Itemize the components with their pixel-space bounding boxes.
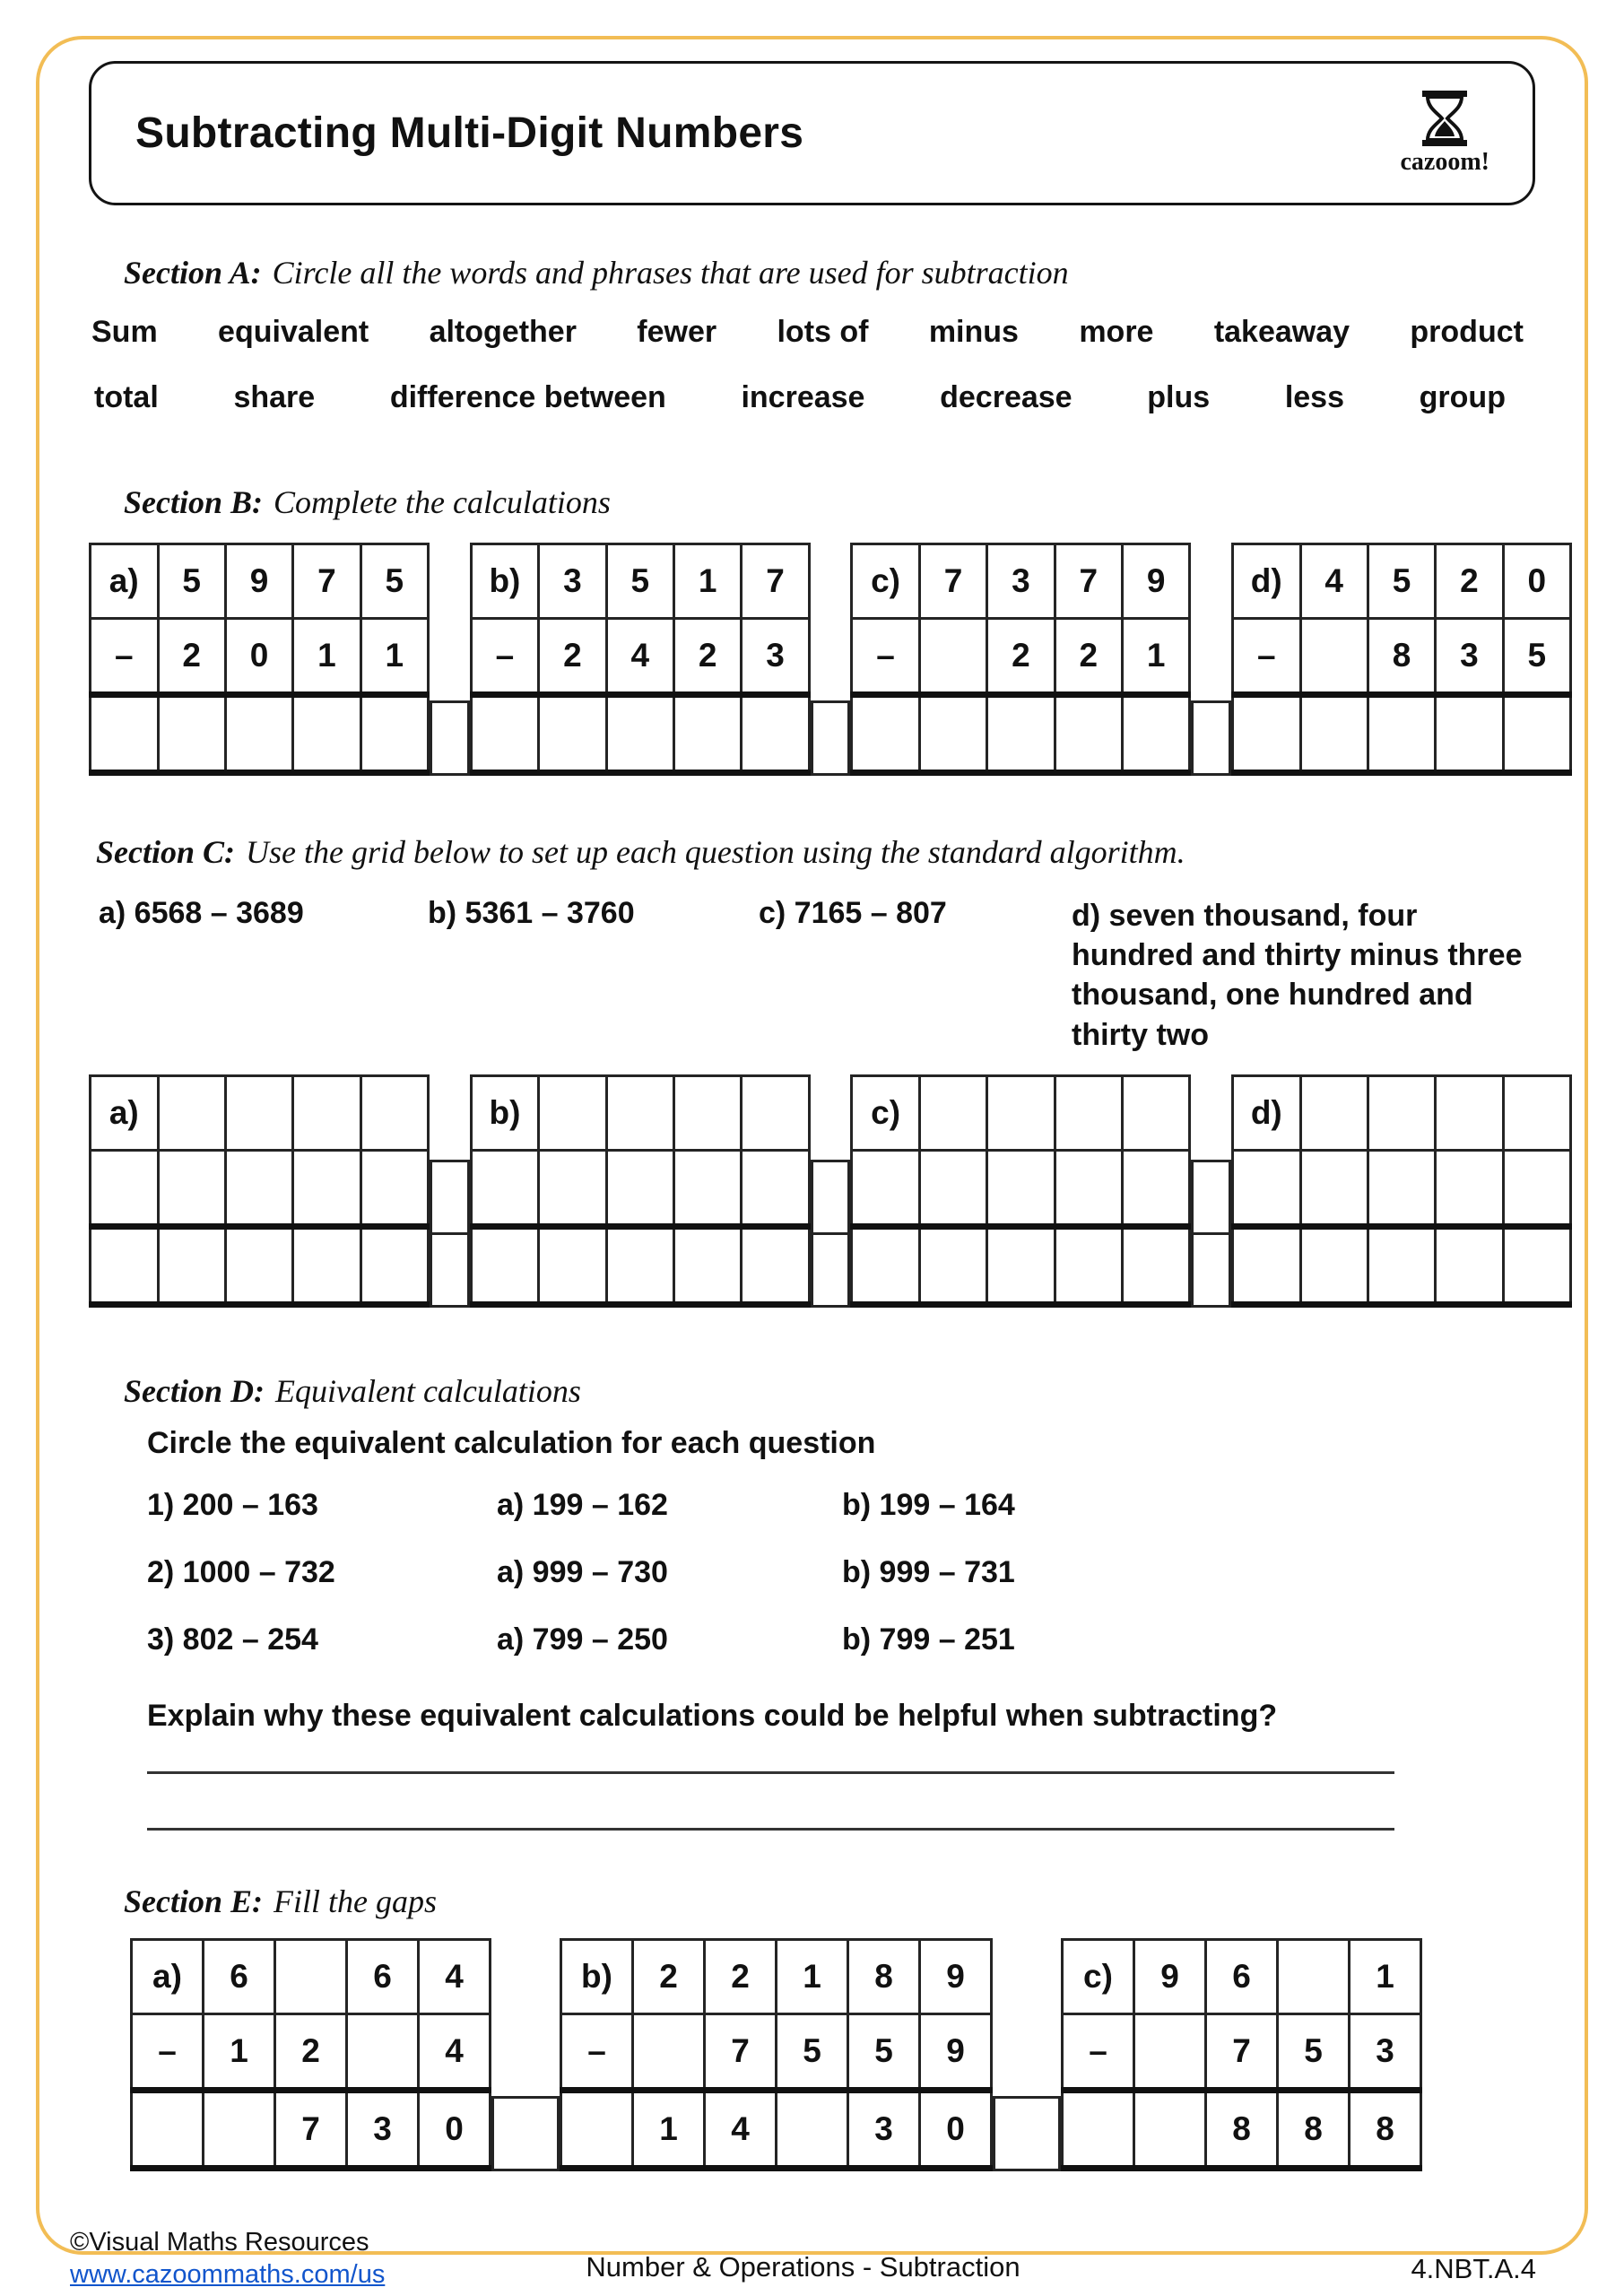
grid-answer-cell[interactable] bbox=[852, 695, 920, 773]
grid-digit-cell: 2 bbox=[539, 619, 606, 695]
grid-digit-cell: 7 bbox=[919, 544, 986, 619]
standard-code: 4.NBT.A.4 bbox=[1411, 2253, 1536, 2284]
section-a-label: Section A: bbox=[124, 255, 262, 291]
grid-answer-cell[interactable] bbox=[158, 1075, 225, 1150]
grid-answer-cell[interactable] bbox=[1436, 1226, 1503, 1304]
grid-digit-cell: 3 bbox=[987, 544, 1055, 619]
grid-digit-cell: 8 bbox=[848, 1939, 920, 2013]
grid-answer-cell[interactable] bbox=[275, 1939, 347, 2013]
grid-answer-cell[interactable] bbox=[1122, 695, 1189, 773]
grid-digit-cell: 0 bbox=[920, 2090, 992, 2168]
grid-digit-cell: 1 bbox=[204, 2013, 275, 2090]
subtraction-word[interactable]: product bbox=[1410, 315, 1524, 349]
grid-answer-cell[interactable] bbox=[225, 1075, 292, 1150]
grid-answer-cell[interactable] bbox=[1055, 1150, 1122, 1226]
section-d-subheading: Circle the equivalent calculation for each question bbox=[147, 1425, 876, 1460]
grid-answer-cell[interactable] bbox=[471, 695, 539, 773]
grid-digit-cell: 9 bbox=[1134, 1939, 1206, 2013]
grid-digit-cell: 3 bbox=[742, 619, 809, 695]
grid-answer-cell[interactable] bbox=[919, 1075, 986, 1150]
subtraction-word[interactable]: equivalent bbox=[218, 315, 369, 349]
grid-digit-cell: 0 bbox=[225, 619, 292, 695]
grid-gap-cell bbox=[430, 1232, 470, 1308]
grid-answer-cell[interactable] bbox=[606, 695, 673, 773]
grid-answer-cell[interactable] bbox=[293, 695, 360, 773]
grid-answer-cell[interactable] bbox=[471, 1150, 539, 1226]
grid-label-cell: b) bbox=[471, 1075, 539, 1150]
grid-digit-cell: 9 bbox=[225, 544, 292, 619]
grid-answer-cell[interactable] bbox=[360, 1226, 428, 1304]
grid-digit-cell: 5 bbox=[777, 2013, 848, 2090]
grid-answer-cell[interactable] bbox=[1436, 695, 1503, 773]
title-box bbox=[89, 61, 1535, 205]
grid-gap-cell bbox=[1191, 1160, 1231, 1235]
grid-answer-cell[interactable] bbox=[1232, 695, 1300, 773]
grid-answer-cell[interactable] bbox=[919, 619, 986, 695]
grid-digit-cell: 5 bbox=[1368, 544, 1435, 619]
page-title: Subtracting Multi-Digit Numbers bbox=[135, 109, 804, 157]
grid-answer-cell[interactable] bbox=[987, 1226, 1055, 1304]
subtraction-word[interactable]: increase bbox=[741, 380, 865, 414]
question-label: 3) 802 – 254 bbox=[147, 1622, 318, 1657]
grid-answer-cell[interactable] bbox=[1232, 1226, 1300, 1304]
website-link[interactable]: www.cazoommaths.com/us bbox=[70, 2259, 386, 2289]
grid-answer-cell[interactable] bbox=[606, 1226, 673, 1304]
grid-answer-cell[interactable] bbox=[1503, 695, 1570, 773]
grid-digit-cell: 7 bbox=[275, 2090, 347, 2168]
grid-answer-cell[interactable] bbox=[673, 1150, 741, 1226]
grid-digit-cell: 1 bbox=[293, 619, 360, 695]
grid-answer-cell[interactable] bbox=[1368, 1150, 1435, 1226]
option-a[interactable]: a) 799 – 250 bbox=[497, 1622, 668, 1657]
grid-answer-cell[interactable] bbox=[1055, 695, 1122, 773]
grid-label-cell: – bbox=[561, 2013, 633, 2090]
grid-digit-cell: 9 bbox=[920, 2013, 992, 2090]
grid-answer-cell[interactable] bbox=[91, 1226, 159, 1304]
grid-digit-cell: 7 bbox=[1055, 544, 1122, 619]
subtraction-word[interactable]: more bbox=[1079, 315, 1154, 349]
grid-answer-cell[interactable] bbox=[1503, 1150, 1570, 1226]
grid-answer-cell[interactable] bbox=[158, 695, 225, 773]
grid-gap-cell bbox=[1191, 700, 1231, 776]
grid-answer-cell[interactable] bbox=[539, 1075, 606, 1150]
section-c-problem: d) seven thousand, four hundred and thirty minus three thousand, one hundred and thirty two bbox=[1072, 899, 1523, 1052]
grid-answer-cell[interactable] bbox=[561, 2090, 633, 2168]
grid-answer-cell[interactable] bbox=[742, 1150, 809, 1226]
subtraction-word[interactable]: difference between bbox=[389, 380, 666, 414]
grid-label-cell: – bbox=[852, 619, 920, 695]
grid-answer-cell[interactable] bbox=[742, 1075, 809, 1150]
grid-digit-cell: 3 bbox=[347, 2090, 419, 2168]
grid-digit-cell: 7 bbox=[705, 2013, 777, 2090]
footer-left bbox=[70, 2226, 385, 2292]
grid-label-cell: d) bbox=[1232, 1075, 1300, 1150]
question-label: 2) 1000 – 732 bbox=[147, 1554, 335, 1589]
grid-label-cell: a) bbox=[91, 1075, 159, 1150]
grid-answer-cell[interactable] bbox=[673, 1075, 741, 1150]
grid-digit-cell: 8 bbox=[1350, 2090, 1421, 2168]
grid-digit-cell: 5 bbox=[158, 544, 225, 619]
grid-answer-cell[interactable] bbox=[742, 1226, 809, 1304]
option-b[interactable]: b) 999 – 731 bbox=[842, 1554, 1015, 1589]
grid-answer-cell[interactable] bbox=[471, 1226, 539, 1304]
hourglass-icon bbox=[1419, 91, 1471, 146]
section-d-questions bbox=[52, 1488, 1572, 1657]
grid-digit-cell: 9 bbox=[920, 1939, 992, 2013]
grid-answer-cell[interactable] bbox=[91, 695, 159, 773]
grid-answer-cell[interactable] bbox=[606, 1075, 673, 1150]
grid-answer-cell[interactable] bbox=[293, 1226, 360, 1304]
grid-digit-cell: 6 bbox=[204, 1939, 275, 2013]
grid-digit-cell: 2 bbox=[1055, 619, 1122, 695]
grid-digit-cell: 2 bbox=[275, 2013, 347, 2090]
grid-digit-cell: 2 bbox=[705, 1939, 777, 2013]
subtraction-word[interactable]: takeaway bbox=[1213, 315, 1350, 349]
grid-answer-cell[interactable] bbox=[158, 1226, 225, 1304]
grid-label-cell: b) bbox=[561, 1939, 633, 2013]
option-b[interactable]: b) 799 – 251 bbox=[842, 1622, 1015, 1657]
grid-answer-cell[interactable] bbox=[225, 1226, 292, 1304]
grid-digit-cell: 4 bbox=[1300, 544, 1368, 619]
section-a-heading bbox=[52, 254, 1572, 291]
grid-digit-cell: 6 bbox=[1206, 1939, 1278, 2013]
section-e-grid bbox=[130, 1938, 1572, 2171]
grid-answer-cell[interactable] bbox=[132, 2090, 204, 2168]
grid-answer-cell[interactable] bbox=[539, 1226, 606, 1304]
grid-answer-cell[interactable] bbox=[1055, 1226, 1122, 1304]
grid-label-cell: d) bbox=[1232, 544, 1300, 619]
question-label: 1) 200 – 163 bbox=[147, 1487, 318, 1522]
section-b-heading bbox=[52, 483, 1572, 521]
grid-digit-cell: 3 bbox=[1350, 2013, 1421, 2090]
section-c-heading bbox=[52, 833, 1572, 871]
section-c-problem: b) 5361 – 3760 bbox=[428, 896, 635, 930]
grid-answer-cell[interactable] bbox=[91, 1150, 159, 1226]
section-d-label: Section D: bbox=[124, 1372, 265, 1409]
grid-label-cell: – bbox=[1063, 2013, 1134, 2090]
footer-category: Number & Operations - Subtraction bbox=[586, 2251, 1020, 2283]
grid-answer-cell[interactable] bbox=[633, 2013, 705, 2090]
grid-digit-cell: 4 bbox=[419, 1939, 491, 2013]
grid-answer-cell[interactable] bbox=[606, 1150, 673, 1226]
explain-prompt: Explain why these equivalent calculations could be helpful when subtracting? bbox=[147, 1698, 1278, 1733]
grid-digit-cell: 7 bbox=[742, 544, 809, 619]
section-c-label: Section C: bbox=[96, 834, 236, 870]
grid-digit-cell: 7 bbox=[1206, 2013, 1278, 2090]
copyright-text: ©Visual Maths Resources bbox=[70, 2227, 369, 2257]
grid-answer-cell[interactable] bbox=[1055, 1075, 1122, 1150]
grid-answer-cell[interactable] bbox=[777, 2090, 848, 2168]
answer-line-2[interactable] bbox=[147, 1828, 1394, 1831]
grid-answer-cell[interactable] bbox=[673, 695, 741, 773]
grid-digit-cell: 2 bbox=[1436, 544, 1503, 619]
section-e-label: Section E: bbox=[124, 1883, 264, 1919]
grid-answer-cell[interactable] bbox=[293, 1150, 360, 1226]
grid-answer-cell[interactable] bbox=[360, 695, 428, 773]
subtraction-word[interactable]: less bbox=[1284, 380, 1344, 414]
grid-digit-cell: 1 bbox=[673, 544, 741, 619]
grid-answer-cell[interactable] bbox=[360, 1075, 428, 1150]
answer-line-1[interactable] bbox=[147, 1771, 1394, 1774]
grid-digit-cell: 1 bbox=[360, 619, 428, 695]
grid-answer-cell[interactable] bbox=[1300, 619, 1368, 695]
grid-answer-cell[interactable] bbox=[225, 695, 292, 773]
grid-answer-cell[interactable] bbox=[1122, 1075, 1189, 1150]
section-b-grid bbox=[89, 543, 1572, 776]
grid-answer-cell[interactable] bbox=[919, 1150, 986, 1226]
subtraction-word[interactable]: Sum bbox=[91, 315, 158, 349]
grid-digit-cell: 9 bbox=[1122, 544, 1189, 619]
subtraction-word[interactable]: group bbox=[1419, 380, 1506, 414]
option-b[interactable]: b) 199 – 164 bbox=[842, 1487, 1015, 1522]
grid-digit-cell: 2 bbox=[633, 1939, 705, 2013]
subtraction-word[interactable]: altogether bbox=[429, 315, 577, 349]
grid-digit-cell: 7 bbox=[293, 544, 360, 619]
grid-digit-cell: 4 bbox=[419, 2013, 491, 2090]
grid-digit-cell: 1 bbox=[1350, 1939, 1421, 2013]
grid-answer-cell[interactable] bbox=[919, 1226, 986, 1304]
grid-label-cell: a) bbox=[91, 544, 159, 619]
grid-digit-cell: 0 bbox=[1503, 544, 1570, 619]
grid-digit-cell: 6 bbox=[347, 1939, 419, 2013]
grid-answer-cell[interactable] bbox=[1368, 695, 1435, 773]
grid-answer-cell[interactable] bbox=[1300, 695, 1368, 773]
logo-text: cazoom! bbox=[1400, 147, 1489, 176]
grid-gap-cell bbox=[811, 1232, 851, 1308]
grid-gap-cell bbox=[430, 700, 470, 776]
grid-answer-cell[interactable] bbox=[1436, 1150, 1503, 1226]
grid-answer-cell[interactable] bbox=[1368, 1075, 1435, 1150]
grid-digit-cell: 1 bbox=[1122, 619, 1189, 695]
grid-digit-cell: 8 bbox=[1278, 2090, 1350, 2168]
grid-digit-cell: 5 bbox=[1278, 2013, 1350, 2090]
grid-answer-cell[interactable] bbox=[360, 1150, 428, 1226]
section-e-heading bbox=[52, 1883, 1572, 1920]
grid-digit-cell: 3 bbox=[1436, 619, 1503, 695]
footer bbox=[70, 2226, 1536, 2292]
grid-gap-cell bbox=[811, 1160, 851, 1235]
section-c-grid bbox=[89, 1074, 1572, 1308]
grid-answer-cell[interactable] bbox=[1503, 1226, 1570, 1304]
grid-digit-cell: 8 bbox=[1368, 619, 1435, 695]
grid-label-cell: b) bbox=[471, 544, 539, 619]
subtraction-word[interactable]: decrease bbox=[940, 380, 1073, 414]
grid-digit-cell: 1 bbox=[633, 2090, 705, 2168]
section-c-problem: c) 7165 – 807 bbox=[759, 896, 947, 930]
grid-answer-cell[interactable] bbox=[539, 1150, 606, 1226]
section-b-instruction: Complete the calculations bbox=[274, 484, 611, 520]
grid-label-cell: c) bbox=[852, 1075, 920, 1150]
grid-answer-cell[interactable] bbox=[852, 1226, 920, 1304]
grid-answer-cell[interactable] bbox=[987, 695, 1055, 773]
grid-answer-cell[interactable] bbox=[852, 1150, 920, 1226]
grid-answer-cell[interactable] bbox=[293, 1075, 360, 1150]
grid-label-cell: – bbox=[91, 619, 159, 695]
grid-label-cell: c) bbox=[1063, 1939, 1134, 2013]
grid-answer-cell[interactable] bbox=[1134, 2013, 1206, 2090]
grid-answer-cell[interactable] bbox=[1368, 1226, 1435, 1304]
grid-digit-cell: 8 bbox=[1206, 2090, 1278, 2168]
grid-answer-cell[interactable] bbox=[987, 1150, 1055, 1226]
grid-answer-cell[interactable] bbox=[204, 2090, 275, 2168]
grid-label-cell: a) bbox=[132, 1939, 204, 2013]
grid-digit-cell: 5 bbox=[606, 544, 673, 619]
grid-answer-cell[interactable] bbox=[1300, 1075, 1368, 1150]
grid-answer-cell[interactable] bbox=[1503, 1075, 1570, 1150]
section-b-label: Section B: bbox=[124, 484, 264, 520]
subtraction-word[interactable]: total bbox=[94, 380, 159, 414]
grid-answer-cell[interactable] bbox=[539, 695, 606, 773]
grid-answer-cell[interactable] bbox=[1063, 2090, 1134, 2168]
grid-digit-cell: 5 bbox=[360, 544, 428, 619]
grid-label-cell: – bbox=[471, 619, 539, 695]
grid-digit-cell: 4 bbox=[606, 619, 673, 695]
grid-digit-cell: 2 bbox=[673, 619, 741, 695]
grid-digit-cell: 0 bbox=[419, 2090, 491, 2168]
grid-answer-cell[interactable] bbox=[225, 1150, 292, 1226]
subtraction-word[interactable]: minus bbox=[928, 315, 1019, 349]
grid-gap-cell bbox=[430, 1160, 470, 1235]
section-c-instruction: Use the grid below to set up each question using the standard algorithm. bbox=[246, 834, 1185, 870]
worksheet-content bbox=[52, 0, 1572, 2171]
grid-answer-cell[interactable] bbox=[919, 695, 986, 773]
grid-answer-cell[interactable] bbox=[1122, 1150, 1189, 1226]
section-d-instruction: Equivalent calculations bbox=[275, 1372, 581, 1409]
grid-answer-cell[interactable] bbox=[1300, 1226, 1368, 1304]
grid-gap-cell bbox=[1191, 1232, 1231, 1308]
subtraction-word[interactable]: lots of bbox=[777, 315, 869, 349]
grid-answer-cell[interactable] bbox=[673, 1226, 741, 1304]
grid-answer-cell[interactable] bbox=[1436, 1075, 1503, 1150]
section-d-heading bbox=[52, 1372, 1572, 1410]
grid-label-cell: – bbox=[132, 2013, 204, 2090]
section-c-problems bbox=[52, 896, 1572, 1055]
subtraction-word[interactable]: plus bbox=[1147, 380, 1211, 414]
grid-answer-cell[interactable] bbox=[987, 1075, 1055, 1150]
word-list-row-2 bbox=[94, 380, 1506, 415]
grid-digit-cell: 3 bbox=[539, 544, 606, 619]
grid-digit-cell: 4 bbox=[705, 2090, 777, 2168]
grid-label-cell: – bbox=[1232, 619, 1300, 695]
subtraction-word[interactable]: share bbox=[233, 380, 316, 414]
grid-answer-cell[interactable] bbox=[1134, 2090, 1206, 2168]
grid-answer-cell[interactable] bbox=[1278, 1939, 1350, 2013]
grid-gap-cell bbox=[491, 2096, 560, 2171]
grid-digit-cell: 2 bbox=[158, 619, 225, 695]
grid-digit-cell: 2 bbox=[987, 619, 1055, 695]
section-e-instruction: Fill the gaps bbox=[274, 1883, 438, 1919]
grid-digit-cell: 5 bbox=[848, 2013, 920, 2090]
cazoom-logo bbox=[1400, 91, 1506, 177]
section-c-problem: a) 6568 – 3689 bbox=[99, 896, 304, 930]
subtraction-word[interactable]: fewer bbox=[637, 315, 717, 349]
grid-digit-cell: 1 bbox=[777, 1939, 848, 2013]
option-a[interactable]: a) 999 – 730 bbox=[497, 1554, 668, 1589]
grid-answer-cell[interactable] bbox=[1232, 1150, 1300, 1226]
word-list-row-1 bbox=[91, 315, 1524, 350]
grid-label-cell: c) bbox=[852, 544, 920, 619]
grid-gap-cell bbox=[811, 700, 851, 776]
section-a-instruction: Circle all the words and phrases that are used for subtraction bbox=[272, 255, 1069, 291]
grid-digit-cell: 5 bbox=[1503, 619, 1570, 695]
grid-answer-cell[interactable] bbox=[158, 1150, 225, 1226]
grid-answer-cell[interactable] bbox=[1300, 1150, 1368, 1226]
grid-gap-cell bbox=[993, 2096, 1061, 2171]
grid-digit-cell: 3 bbox=[848, 2090, 920, 2168]
grid-answer-cell[interactable] bbox=[1122, 1226, 1189, 1304]
grid-answer-cell[interactable] bbox=[742, 695, 809, 773]
grid-answer-cell[interactable] bbox=[347, 2013, 419, 2090]
option-a[interactable]: a) 199 – 162 bbox=[497, 1487, 668, 1522]
